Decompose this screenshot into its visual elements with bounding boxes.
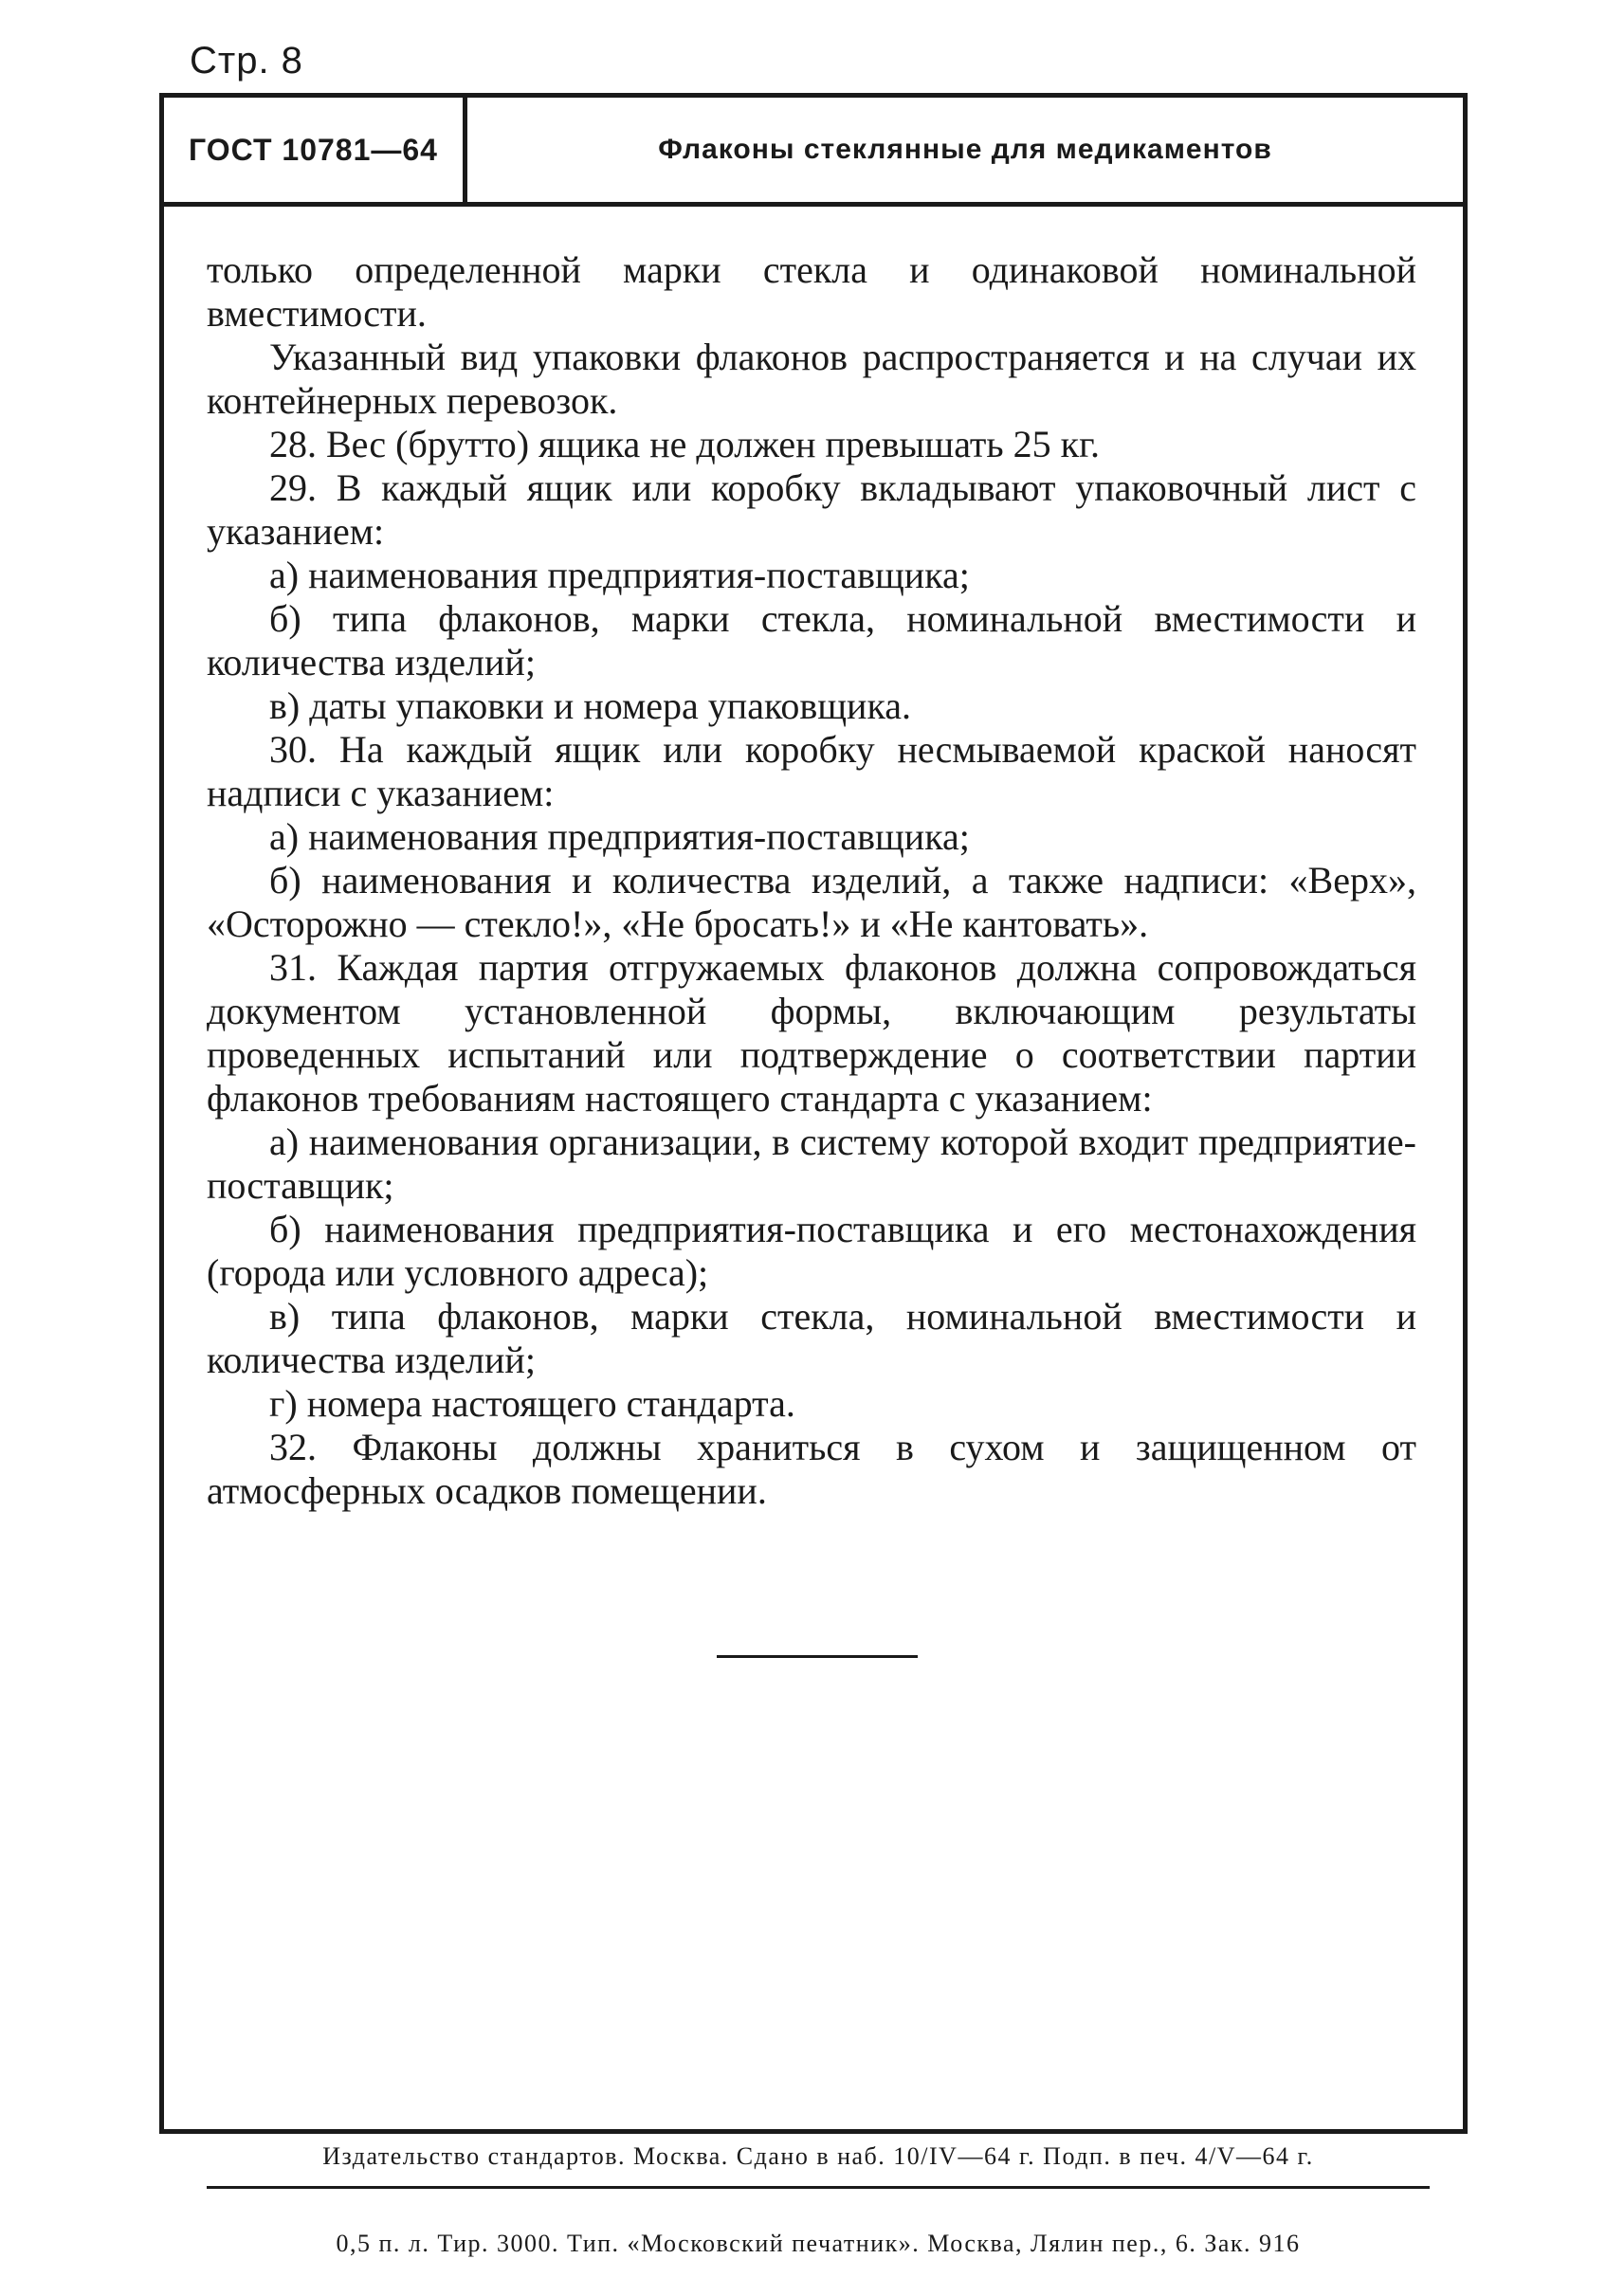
paragraph: б) типа флаконов, марки стекла, номинальной вместимости и количества изделий;	[207, 597, 1416, 683]
paragraph: 32. Флаконы должны храниться в сухом и защищенном от атмосферных осадков помещении.	[207, 1426, 1416, 1512]
paragraph: б) наименования и количества изделий, а также надписи: «Верх», «Осторожно — стекло!», «Не бросать!» и «Не кантовать».	[207, 859, 1416, 945]
printing-imprint: 0,5 п. л. Тир. 3000. Тип. «Московский печатник». Москва, Лялин пер., 6. Зак. 916	[336, 2230, 1301, 2257]
paragraph: в) типа флаконов, марки стекла, номинальной вместимости и количества изделий;	[207, 1295, 1416, 1381]
paragraph: 28. Вес (брутто) ящика не должен превышать 25 кг.	[269, 423, 1100, 465]
body-text	[207, 248, 1416, 1513]
paragraph: б) наименования предприятия-поставщика и его местонахождения (города или условного адреса);	[207, 1208, 1416, 1294]
publisher-imprint: Издательство стандартов. Москва. Сдано в наб. 10/IV—64 г. Подп. в печ. 4/V—64 г.	[207, 2142, 1430, 2189]
paragraph: 29. В каждый ящик или коробку вкладывают упаковочный лист с указанием:	[207, 466, 1416, 553]
paragraph: а) наименования предприятия-поставщика;	[269, 815, 970, 858]
paragraph: 31. Каждая партия отгружаемых флаконов должна сопровождаться документом установленной формы, включающим результаты проведенных испытаний или подтверждение о соответствии партии флаконов требованиям настоящего стандарта с указанием:	[207, 946, 1416, 1120]
page-number: Стр. 8	[190, 40, 303, 82]
standard-code: ГОСТ 10781—64	[164, 98, 467, 202]
document-header	[164, 98, 1463, 207]
paragraph: а) наименования организации, в систему которой входит предприятие-поставщик;	[207, 1120, 1416, 1207]
paragraph: а) наименования предприятия-поставщика;	[269, 554, 970, 596]
document-title: Флаконы стеклянные для медикаментов	[658, 134, 1272, 165]
paragraph: 30. На каждый ящик или коробку несмываемой краской наносят надписи с указанием:	[207, 728, 1416, 814]
paragraph: только определенной марки стекла и одинаковой номинальной вместимости.	[207, 248, 1416, 335]
end-divider	[717, 1655, 918, 1658]
paragraph: Указанный вид упаковки флаконов распространяется и на случаи их контейнерных перевозок.	[207, 336, 1416, 422]
paragraph: в) даты упаковки и номера упаковщика.	[269, 684, 912, 727]
paragraph: г) номера настоящего стандарта.	[269, 1382, 795, 1425]
